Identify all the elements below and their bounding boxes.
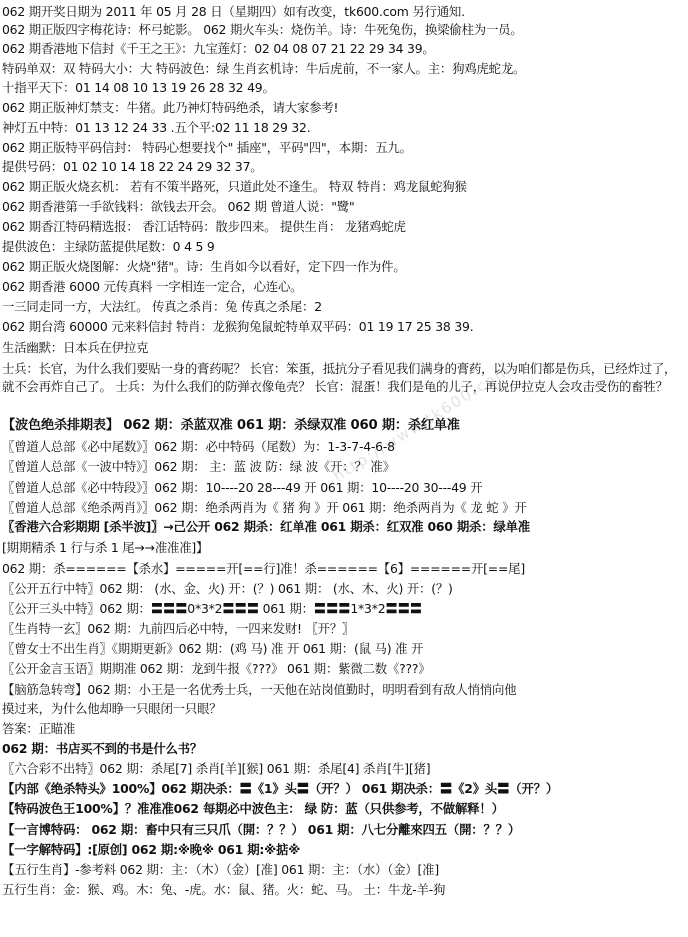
text-line: 062 期开奖日期为 2011 年 05 月 28 日（星期四）如有改变，tk600.com 另行通知. xyxy=(2,4,465,19)
text-line: 062 期正版特平码信封： 特码心想要找个" 插座"，平码"四"，本期：五九。 xyxy=(2,140,412,155)
humor-paragraph: 士兵：长官，为什么我们要贴一身的膏药呢？ 长官：笨蛋，抵抗分子看见我们满身的膏药，以为咱们都是伤兵，已经炸过了，就不会再炸自己了。 士兵：为什么我们的防弹衣像龟壳？ 长官：混蛋！我们是龟的儿子，再说伊拉克人会攻击受伤的畜牲？ xyxy=(2,361,677,394)
text-line: 062 期正版火烧玄机： 若有不策半路死，只道此处不逢生。 特双 特肖：鸡龙鼠蛇狗猴 xyxy=(2,179,467,194)
text-line: 〖生肖特一玄〗062 期：九前四后必中特，一四来发财! 〖开？〗 xyxy=(2,621,355,636)
text-line: 〖六合彩不出特〗062 期：杀尾[7] 杀肖[羊][猴] 061 期：杀尾[4] 杀肖[牛][猪] xyxy=(2,761,431,776)
text-line: 〖香港六合彩期期 [杀半波]〗→己公开 062 期杀：红单准 061 期杀：红双准 060 期杀：绿单准 xyxy=(2,519,530,534)
text-line: 【特码波色王100%】？准准准062 每期必中波色主： 绿 防：蓝（只供参考，不做解释！） xyxy=(2,801,504,816)
text-line: 【脑筋急转弯】062 期：小王是一名优秀士兵，一天他在站岗值勤时，明明看到有敌人悄悄向他 xyxy=(2,682,517,697)
text-line: 062 期香港第一手欲钱料：欲钱去开会。 062 期 曾道人说："鹭" xyxy=(2,199,355,214)
text-line: 062 期香江特码精选报： 香江话特码：散步四来。 提供生肖： 龙猪鸡蛇虎 xyxy=(2,219,406,234)
text-line: 〖公开五行中特〗062 期： (水、金、火) 开：(？) 061 期： (水、木、火) 开：(？) xyxy=(2,581,453,596)
text-line: 〖曾道人总部《必中尾数》〗062 期：必中特码（尾数）为：1-3-7-4-6-8 xyxy=(2,439,395,454)
text-line: 062 期台湾 60000 元来料信封 特肖：龙猴狗兔鼠蛇特单双平码：01 19 17 25 38 39. xyxy=(2,319,474,334)
text-line: 摸过来，为什么他却睁一只眼闭一只眼？ xyxy=(2,701,222,716)
text-line: 〖公开三头中特〗062 期：〓〓〓0*3*2〓〓〓 061 期：〓〓〓1*3*2〓〓〓 xyxy=(2,601,422,616)
text-line: 062 期香港 6000 元传真料 一字相连一定合，心连心。 xyxy=(2,279,303,294)
text-line: 【一言博特码： 062 期：畜中只有三只爪（開：？？） 061 期：八七分離來四五（開：？？） xyxy=(2,822,521,837)
text-line: 提供波色：主绿防蓝提供尾数：0 4 5 9 xyxy=(2,239,215,254)
text-line: 〖曾女士不出生肖〗《期期更新》062 期：(鸡 马) 准 开 061 期：(鼠 马) 准 开 xyxy=(2,641,424,656)
text-line: 【波色绝杀排期表】 062 期：杀蓝双准 061 期：杀绿双准 060 期：杀红单准 xyxy=(2,418,460,433)
text-line: 提供号码：01 02 10 14 18 22 24 29 32 37。 xyxy=(2,159,263,174)
text-line: 神灯五中特：01 13 12 24 33 .五个平:02 11 18 29 32. xyxy=(2,120,311,135)
text-line: 生活幽默：日本兵在伊拉克 xyxy=(2,340,149,355)
text-line: 〖曾道人总部《绝杀两肖》〗062 期：绝杀两肖为《 猪 狗 》开 061 期：绝杀两肖为《 龙 蛇 》开 xyxy=(2,500,527,515)
text-line: 062 期正版四字梅花诗：杯弓蛇影。 062 期火车头：烧伤羊。诗：牛死兔伤，换梁偷柱为一员。 xyxy=(2,22,523,37)
text-line: 【一字解特码】:[原创] 062 期:※晚※ 061 期:※掂※ xyxy=(2,842,301,857)
text-line: 〖曾道人总部《一波中特》〗062 期： 主：蓝 波 防：绿 波《开：？ 准》 xyxy=(2,459,395,474)
text-line: [期期精杀 1 行与杀 1 尾→→准准准]】 xyxy=(2,540,209,555)
text-line: 062 期正版神灯禁支：牛猪。此乃神灯特码绝杀，请大家参考! xyxy=(2,100,339,115)
text-line: 〖公开金言玉语〗期期准 062 期：龙到牛报《???》 061 期：紫微二数《???》 xyxy=(2,661,431,676)
text-line: 五行生肖：金：猴、鸡。木：兔、-虎。水：鼠、猪。火：蛇、马。 土：牛龙-羊-狗 xyxy=(2,882,446,897)
text-line: 十指平天下：01 14 08 10 13 19 26 28 32 49。 xyxy=(2,80,275,95)
text-line: 【五行生肖】-参考料 062 期：主：（木）（金）[准] 061 期：主：（水）（金）[准] xyxy=(2,862,439,877)
text-line: 062 期正版火烧图解：火烧"猪"。诗：生肖如今以看好，定下四一作为件。 xyxy=(2,259,406,274)
text-line: 答案：正瞄准 xyxy=(2,721,76,736)
text-line: 062 期：书店买不到的书是什么书？ xyxy=(2,741,203,756)
text-line: 〖曾道人总部《必中特段》〗062 期：10----20 28---49 开 061 期：10----20 30---49 开 xyxy=(2,480,483,495)
text-line: 【内部《绝杀特头》100%】062 期决杀：〓《1》头〓（开？） 061 期决杀：〓《2》头〓（开？） xyxy=(2,781,559,796)
watermark: http://www.tk600.com xyxy=(330,360,515,486)
text-line: 062 期香港地下信封《千王之王》：九宝莲灯：02 04 08 07 21 22 29 34 39。 xyxy=(2,41,435,56)
text-line: 特码单双：双 特码大小：大 特码波色：绿 生肖玄机诗：牛后虎前，不一家人。主：狗鸡虎蛇龙。 xyxy=(2,61,526,76)
text-line: 062 期：杀======【杀水】=====开[==行]准！杀======【6】======开[==尾] xyxy=(2,561,525,576)
text-line: 一三同走同一方，大法红。 传真之杀肖：兔 传真之杀尾：2 xyxy=(2,299,322,314)
